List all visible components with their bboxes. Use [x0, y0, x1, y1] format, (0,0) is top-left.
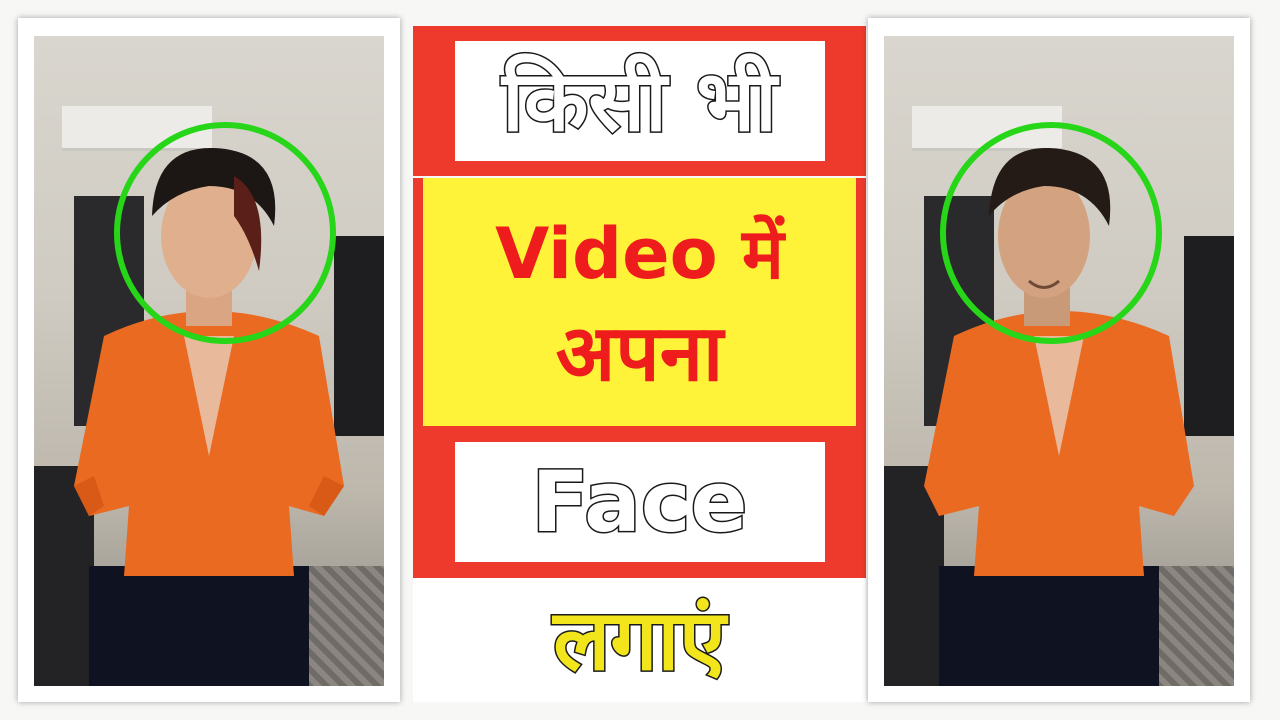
headline-line3: अपना — [555, 308, 724, 399]
headline-line4: Face — [531, 453, 748, 551]
headline-line2: Video में — [495, 212, 784, 295]
title-band-bottom — [413, 578, 866, 702]
left-photo-card — [18, 18, 400, 702]
title-box-top — [455, 41, 825, 161]
face-highlight-circle — [940, 122, 1162, 344]
title-panel — [413, 18, 866, 702]
headline-line1: किसी भी — [502, 52, 777, 150]
title-band-top — [413, 26, 866, 176]
yellow-text-group — [495, 212, 784, 399]
right-photo-card — [868, 18, 1250, 702]
right-photo — [884, 36, 1234, 686]
title-band-yellow — [413, 178, 866, 433]
left-photo — [34, 36, 384, 686]
title-band-mid — [413, 426, 866, 578]
title-box-mid — [455, 442, 825, 562]
headline-line5: लगाएं — [553, 591, 726, 689]
face-highlight-circle — [114, 122, 336, 344]
